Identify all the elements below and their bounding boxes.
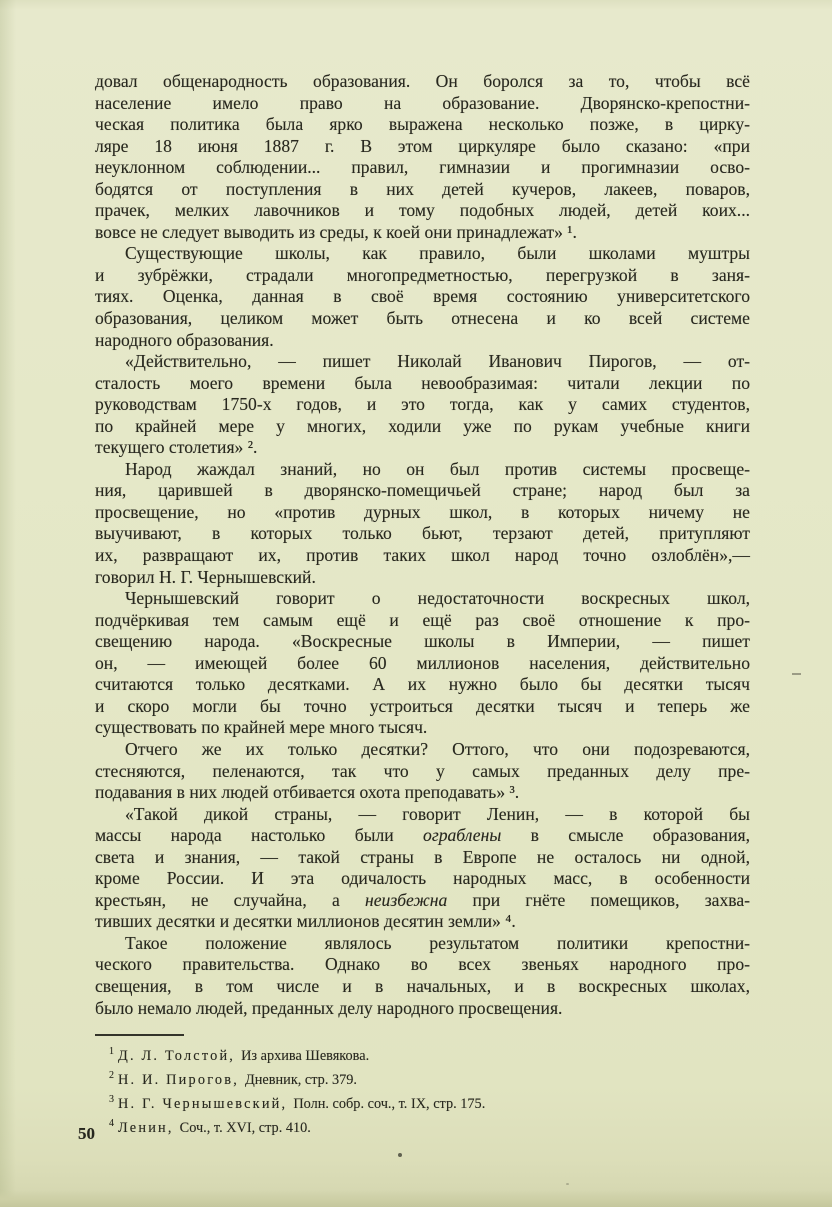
footnote-author: Ленин, <box>118 1119 174 1136</box>
footnote-marker: 1 <box>109 1046 114 1057</box>
text-line: ческого правительства. Однако во всех звеньях народного про- <box>95 954 750 975</box>
text-segment: крестьян, не случайна, а <box>95 889 366 910</box>
text-line: прачек, мелких лавочников и тому подобных людей, детей коих... <box>95 200 750 221</box>
footnote-marker: 2 <box>109 1069 114 1081</box>
text-line: Чернышевский говорит о недостаточности воскресных школ, <box>125 588 750 609</box>
footnote-text: Полн. собр. соч., т. IX, стр. 175. <box>293 1095 486 1112</box>
body-text <box>95 71 750 1019</box>
page-number: 50 <box>78 1124 95 1143</box>
text-line <box>95 825 750 847</box>
margin-mark <box>792 673 801 675</box>
footnote-text: Из архива Шевякова. <box>241 1047 370 1064</box>
text-line: неуклонном соблюдении... правил, гимназии и прогимназии осво- <box>95 157 750 178</box>
text-line: текущего столетия» ². <box>95 437 258 458</box>
text-line: «Действительно, — пишет Николай Иванович Пирогов, — от- <box>125 351 750 372</box>
scan-left-shadow <box>0 0 16 1207</box>
text-line: население имело право на образование. Дворянско-крепостни- <box>95 92 750 113</box>
text-line: считаются только десятками. А их нужно было бы десятки тысяч <box>95 674 750 695</box>
text-line: народного образования. <box>95 329 274 350</box>
text-line: ческая политика была ярко выражена несколько позже, в цирку- <box>95 114 750 135</box>
text-segment: массы народа настолько были <box>95 825 424 846</box>
footnote-author: Д. Л. Толстой, <box>118 1047 236 1064</box>
text-line: стесняются, пеленаются, так что у самых преданных делу пре- <box>95 760 750 781</box>
footnote <box>109 1042 749 1066</box>
text-line: Такое положение являлось результатом политики крепостни- <box>125 932 750 953</box>
text-line: говорил Н. Г. Чернышевский. <box>95 566 316 587</box>
text-line: их, развращают их, против таких школ народ точно озлоблён»,— <box>95 545 750 566</box>
text-line: существовать по крайней мере много тысяч. <box>95 717 428 738</box>
text-line: света и знания, — такой страны в Европе не осталось ни одной, <box>95 846 750 867</box>
footnote-author: Н. И. Пирогов, <box>118 1071 240 1088</box>
text-line: свещению народа. «Воскресные школы в Империи, — пишет <box>95 631 750 652</box>
text-line: было немало людей, преданных делу народного просвещения. <box>95 997 563 1018</box>
text-line: по крайней мере у многих, ходили уже по рукам учебные книги <box>95 415 750 436</box>
text-line: подавания в них людей отбивается охота преподавать» ³. <box>95 782 520 803</box>
text-segment: в смысле образования, <box>501 825 750 846</box>
footnote-author: Н. Г. Чернышевский, <box>118 1095 288 1112</box>
scan-bottom-edge <box>0 1190 832 1207</box>
footnote <box>109 1114 749 1138</box>
footnote-text: Дневник, стр. 379. <box>245 1071 357 1088</box>
text-line: ния, царившей в дворянско-помещичьей стране; народ был за <box>95 480 750 501</box>
text-line: тиях. Оценка, данная в своё время состоянию университетского <box>95 286 750 307</box>
footnote-separator <box>95 1034 184 1036</box>
footnotes <box>109 1042 749 1138</box>
text-line: подчёркивая тем самым ещё и ещё раз своё отношение к про- <box>95 609 750 630</box>
text-segment: при гнёте помещиков, захва- <box>447 889 750 910</box>
text-line: Народ жаждал знаний, но он был против системы просвеще- <box>125 458 750 479</box>
footnote-marker: 4 <box>109 1117 114 1129</box>
footnote <box>109 1066 749 1090</box>
emphasized-word: ограблены <box>423 825 502 846</box>
text-line: образования, целиком может быть отнесена и ко всей системе <box>95 308 750 329</box>
scan-top-shadow <box>0 0 832 10</box>
text-line: «Такой дикой страны, — говорит Ленин, — в которой бы <box>125 803 750 824</box>
text-line: Отчего же их только десятки? Оттого, что они подозреваются, <box>125 738 750 759</box>
text-line: и зубрёжки, страдали многопредметностью, перегрузкой в заня- <box>95 264 750 285</box>
footnote-text: Соч., т. XVI, стр. 410. <box>179 1119 311 1136</box>
emphasized-word: неизбежна <box>365 889 448 910</box>
text-line <box>95 890 750 912</box>
text-line: выучивают, в которых только бьют, терзают детей, притупляют <box>95 523 750 544</box>
footnote <box>109 1090 749 1114</box>
text-line: свещения, в том числе и в начальных, и в воскресных школах, <box>95 975 750 996</box>
text-line: просвещение, но «против дурных школ, в которых ничему не <box>95 501 750 522</box>
text-line: и скоро могли бы точно устроиться десятки тысяч и теперь же <box>95 695 750 716</box>
text-line: бодятся от поступления в них детей кучеров, лакеев, поваров, <box>95 178 750 199</box>
text-line: вовсе не следует выводить из среды, к коей они принадлежат» ¹. <box>95 221 577 242</box>
text-line: тивших десятки и десятки миллионов десятин земли» ⁴. <box>95 911 516 932</box>
scan-speck <box>566 1183 569 1185</box>
scan-speck <box>398 1153 402 1157</box>
footnote-marker: 3 <box>109 1093 114 1105</box>
text-line: кроме России. И эта одичалость народных масс, в особенности <box>95 868 750 889</box>
text-line: ляре 18 июня 1887 г. В этом циркуляре было сказано: «при <box>95 135 750 156</box>
text-line: руководствам 1750-х годов, и это тогда, как у самих студентов, <box>95 394 750 415</box>
text-line: сталость моего времени была невообразимая: читали лекции по <box>95 372 750 393</box>
text-line: довал общенародность образования. Он боролся за то, чтобы всё <box>95 71 750 91</box>
text-line: Существующие школы, как правило, были школами муштры <box>125 243 750 264</box>
text-line: он, — имеющей более 60 миллионов населения, действительно <box>95 652 750 673</box>
